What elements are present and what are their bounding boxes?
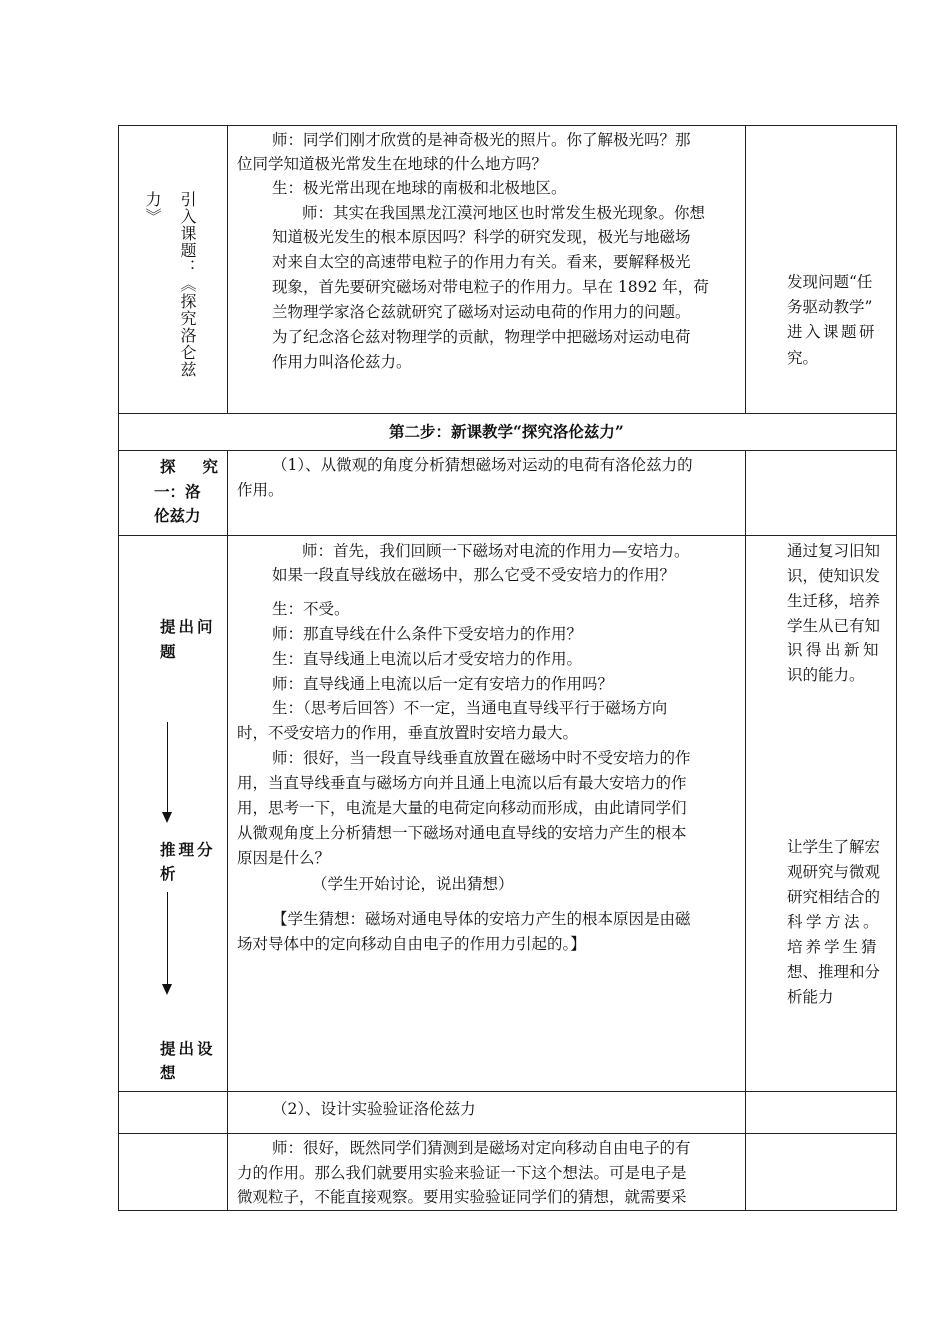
column-divider [745, 125, 746, 413]
analysis-note: 想、推理和分 [787, 963, 881, 981]
analysis-line: 原因是什么？ [237, 849, 331, 867]
analysis-note: 观研究与微观 [787, 863, 881, 881]
student-hypothesis: 【学生猜想：磁场对通电导体的安培力产生的根本原因是由磁 [272, 910, 691, 928]
flow-label-reason: 析 [160, 864, 176, 883]
analysis-line: 师：很好，当一段直导线垂直放置在磁场中时不受安培力的作 [272, 749, 691, 767]
intro-line: 兰物理学家洛仑兹就研究了磁场对运动电荷的作用力的问题。 [272, 303, 691, 321]
analysis-note: 识得出新知 [787, 641, 883, 659]
intro-label: 引入课题：《探究洛仑兹 [178, 191, 197, 378]
analysis-note: 培养学生猜 [787, 938, 880, 956]
row-divider [118, 1091, 897, 1092]
intro-line: 作用力叫洛伦兹力。 [272, 353, 412, 371]
analysis-line: 从微观角度上分析猜想一下磁场对通电直导线的安培力产生的根本 [237, 824, 687, 842]
intro-line: 现象，首先要研究磁场对带电粒子的作用力。早在 1892 年，荷 [272, 278, 709, 296]
analysis-note: 通过复习旧知 [787, 542, 881, 560]
analysis-line: 师：直导线通上电流以后一定有安培力的作用吗？ [272, 675, 614, 693]
column-divider [227, 125, 228, 413]
column-divider [227, 450, 228, 1211]
intro-line: 对来自太空的高速带电粒子的作用力有关。看来，要解释极光 [272, 253, 691, 271]
student-hypothesis: 场对导体中的定向移动自由电子的作用力引起的。】 [237, 935, 586, 953]
intro-line: 知道极光发生的根本原因吗？科学的研究发现，极光与地磁场 [272, 228, 691, 246]
flow-label-ask: 题 [160, 642, 176, 661]
analysis-note: 科学方法。 [787, 913, 883, 931]
analysis-note: 学生从已有知 [787, 617, 881, 635]
analysis-line: 用，思考一下，电流是大量的电荷定向移动而形成，由此请同学们 [237, 799, 687, 817]
intro-note: 究。 [787, 349, 819, 367]
flow-label-hypothesis: 想 [160, 1063, 176, 1082]
analysis-line: 用，当直导线垂直与磁场方向并且通上电流以后有最大安培力的作 [237, 774, 687, 792]
intro-note: 进入课题研 [787, 323, 878, 341]
intro-line: 师：同学们刚才欣赏的是神奇极光的照片。你了解极光吗？那 [272, 131, 691, 149]
experiment-line: 力的作用。那么我们就要用实验来验证一下这个想法。可是电子是 [237, 1164, 687, 1182]
analysis-line: 时，不受安培力的作用，垂直放置时安培力最大。 [237, 724, 579, 742]
intro-line: 生：极光常出现在地球的南极和北极地区。 [272, 179, 567, 197]
section-heading: 第二步：新课教学“探究洛伦兹力” [389, 422, 624, 441]
explore-label-part: 探 [160, 457, 176, 476]
flow-label-ask: 提出问 [160, 617, 216, 636]
intro-label-tail: 力》 [143, 191, 162, 225]
explore-line: （1）、从微观的角度分析猜想磁场对运动的电荷有洛伦兹力的 [272, 456, 693, 474]
experiment-line: 微观粒子，不能直接观察。要用实验验证同学们的猜想，就需要采 [237, 1188, 687, 1206]
intro-line: 为了纪念洛仑兹对物理学的贡献，物理学中把磁场对运动电荷 [272, 328, 691, 346]
analysis-note: 生迁移，培养 [787, 592, 881, 610]
flow-arrow [167, 892, 168, 984]
intro-note: 务驱动教学” [787, 298, 873, 316]
row-divider [118, 450, 897, 451]
flow-arrow-head [162, 984, 172, 995]
explore-line: 作用。 [237, 481, 284, 499]
flow-arrow-head [162, 812, 172, 823]
analysis-note: 识的能力。 [787, 666, 865, 684]
analysis-note: 研究相结合的 [787, 888, 881, 906]
analysis-note: 让学生了解宏 [787, 838, 881, 856]
analysis-line: 生：（思考后回答）不一定，当通电直导线平行于磁场方向 [272, 699, 668, 717]
row-divider [118, 535, 897, 536]
flow-arrow [167, 722, 168, 812]
analysis-note: 识，使知识发 [787, 567, 881, 585]
explore-label: 一：洛 [154, 482, 201, 501]
analysis-line: 生：不受。 [272, 600, 350, 618]
analysis-line: 如果一段直导线放在磁场中，那么它受不受安培力的作用？ [272, 566, 676, 584]
analysis-note: 析能力 [787, 988, 834, 1006]
analysis-line: 师：首先，我们回顾一下磁场对电流的作用力—安培力。 [302, 542, 690, 560]
analysis-line: 生：直导线通上电流以后才受安培力的作用。 [272, 650, 583, 668]
flow-label-reason: 推理分 [160, 840, 216, 859]
flow-label-hypothesis: 提出设 [160, 1039, 216, 1058]
row-divider [118, 1133, 897, 1134]
intro-line: 位同学知道极光常发生在地球的什么地方吗？ [237, 155, 548, 173]
column-divider [745, 450, 746, 1211]
analysis-line: 师：那直导线在什么条件下受安培力的作用？ [272, 625, 583, 643]
explore-label-part: 究 [202, 457, 218, 476]
explore-label: 伦兹力 [154, 506, 201, 525]
row-divider [118, 413, 897, 414]
intro-note: 发现问题“任 [787, 273, 873, 291]
analysis-line: （学生开始讨论，说出猜想） [312, 875, 514, 893]
experiment-heading: （2）、设计实验验证洛伦兹力 [272, 1100, 476, 1118]
intro-line: 师：其实在我国黑龙江漠河地区也时常发生极光现象。你想 [302, 204, 706, 222]
explore-label [160, 455, 218, 480]
experiment-line: 师：很好，既然同学们猜测到是磁场对定向移动自由电子的有 [272, 1139, 691, 1157]
